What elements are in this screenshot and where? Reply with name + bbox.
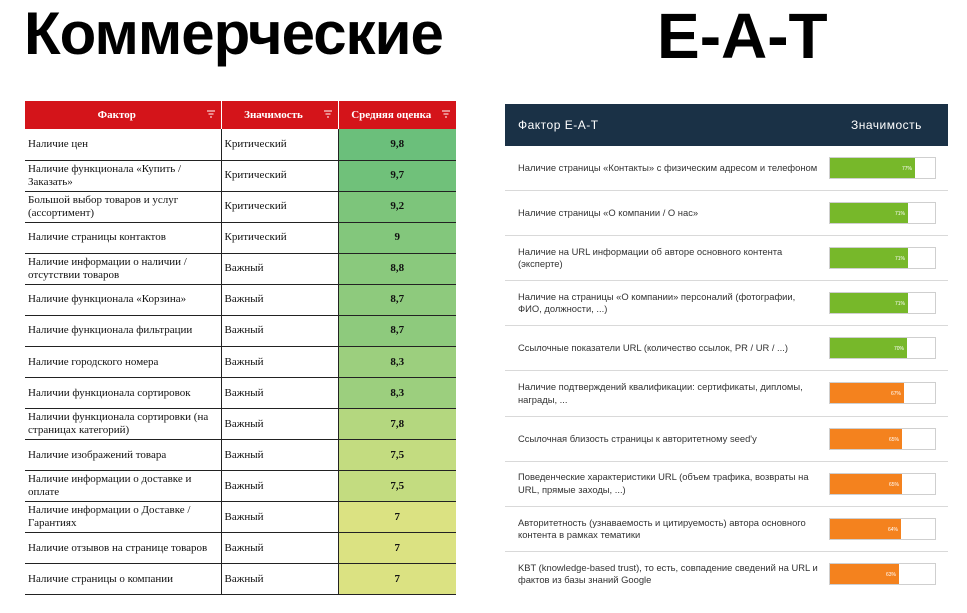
commercial-heading: Коммерческие bbox=[24, 0, 443, 67]
significance-percent: 63% bbox=[886, 571, 897, 578]
significance-percent: 65% bbox=[889, 481, 900, 488]
eat-factor-label: Наличие страницы «О компании / О нас» bbox=[518, 207, 699, 219]
table-row bbox=[25, 502, 456, 533]
significance-bar bbox=[829, 337, 936, 359]
table-row bbox=[25, 564, 456, 595]
significance-percent: 64% bbox=[888, 526, 899, 533]
eat-factor-label: Наличие на страницы «О компании» персоналий (фотографии, ФИО, должности, ...) bbox=[518, 291, 796, 315]
eat-factor-label: Наличие страницы «Контакты» с физическим адресом и телефоном bbox=[518, 161, 818, 173]
eat-factor-label: Наличие на URL информации об авторе основного контента (эксперте) bbox=[518, 246, 783, 270]
cell-score: 7,5 bbox=[338, 439, 456, 470]
cell-significance: Важный bbox=[221, 408, 338, 439]
cell-score: 8,3 bbox=[338, 346, 456, 377]
column-header-label: Фактор bbox=[97, 109, 136, 121]
significance-percent: 71% bbox=[895, 211, 906, 218]
cell-factor: Большой выбор товаров и услуг (ассортимент) bbox=[25, 191, 221, 222]
eat-header-significance: Значимость bbox=[851, 118, 922, 132]
significance-percent: 71% bbox=[895, 301, 906, 308]
cell-significance: Важный bbox=[221, 284, 338, 315]
significance-percent: 77% bbox=[902, 166, 913, 172]
cell-factor: Наличие изображений товара bbox=[25, 439, 221, 470]
cell-score: 7 bbox=[338, 564, 456, 595]
cell-factor: Наличие цен bbox=[25, 129, 221, 160]
eat-factors-panel bbox=[505, 104, 948, 597]
column-header-significance[interactable] bbox=[221, 101, 338, 129]
cell-score: 8,7 bbox=[338, 284, 456, 315]
eat-factor-label: KBT (knowledge-based trust), то есть, совпадение сведений на URL и фактов из базы знаний Google bbox=[518, 562, 818, 586]
significance-bar bbox=[829, 202, 936, 224]
filter-dropdown-icon[interactable] bbox=[206, 109, 216, 119]
significance-bar bbox=[829, 473, 936, 495]
table-row bbox=[25, 533, 456, 564]
cell-factor: Наличие функционала «Корзина» bbox=[25, 284, 221, 315]
eat-row bbox=[505, 371, 948, 416]
significance-bar bbox=[829, 382, 936, 404]
table-row bbox=[25, 191, 456, 222]
eat-row bbox=[505, 417, 948, 462]
cell-significance: Важный bbox=[221, 533, 338, 564]
table-row bbox=[25, 284, 456, 315]
eat-heading: E-A-T bbox=[657, 0, 828, 72]
cell-factor: Наличие функционала «Купить / Заказать» bbox=[25, 160, 221, 191]
cell-significance: Критический bbox=[221, 160, 338, 191]
cell-factor: Наличие информации о доставке и оплате bbox=[25, 471, 221, 502]
eat-header-factor: Фактор E-A-T bbox=[518, 118, 599, 132]
significance-percent: 65% bbox=[889, 436, 900, 443]
cell-score: 9,8 bbox=[338, 129, 456, 160]
cell-score: 9,7 bbox=[338, 160, 456, 191]
cell-significance: Важный bbox=[221, 471, 338, 502]
cell-significance: Критический bbox=[221, 191, 338, 222]
cell-significance: Важный bbox=[221, 253, 338, 284]
cell-factor: Наличие информации о Доставке / Гарантиях bbox=[25, 502, 221, 533]
cell-score: 9,2 bbox=[338, 191, 456, 222]
eat-row bbox=[505, 146, 948, 191]
cell-score: 8,7 bbox=[338, 315, 456, 346]
table-row bbox=[25, 253, 456, 284]
cell-factor: Наличие городского номера bbox=[25, 346, 221, 377]
eat-row bbox=[505, 326, 948, 371]
eat-row bbox=[505, 191, 948, 236]
cell-factor: Наличие отзывов на странице товаров bbox=[25, 533, 221, 564]
cell-score: 8,3 bbox=[338, 377, 456, 408]
cell-significance: Важный bbox=[221, 439, 338, 470]
cell-significance: Важный bbox=[221, 377, 338, 408]
eat-row bbox=[505, 552, 948, 597]
cell-significance: Критический bbox=[221, 222, 338, 253]
eat-factor-label: Авторитетность (узнаваемость и цитируемость) автора основного контента в рамках тематики bbox=[518, 516, 806, 540]
filter-dropdown-icon[interactable] bbox=[441, 109, 451, 119]
table-row bbox=[25, 377, 456, 408]
table-row bbox=[25, 222, 456, 253]
column-header-label: Средняя оценка bbox=[351, 109, 432, 121]
significance-bar bbox=[829, 157, 936, 179]
significance-bar bbox=[829, 518, 936, 540]
cell-score: 9 bbox=[338, 222, 456, 253]
table-row bbox=[25, 408, 456, 439]
eat-row bbox=[505, 236, 948, 281]
table-row bbox=[25, 129, 456, 160]
eat-row bbox=[505, 507, 948, 552]
eat-factor-label: Ссылочные показатели URL (количество ссылок, PR / UR / ...) bbox=[518, 342, 788, 354]
significance-bar bbox=[829, 247, 936, 269]
cell-significance: Важный bbox=[221, 564, 338, 595]
filter-dropdown-icon[interactable] bbox=[323, 109, 333, 119]
column-header-factor[interactable] bbox=[25, 101, 221, 129]
commercial-factors-table bbox=[25, 101, 456, 595]
significance-bar bbox=[829, 428, 936, 450]
cell-factor: Наличии функционала сортировки (на страницах категорий) bbox=[25, 408, 221, 439]
table-row bbox=[25, 315, 456, 346]
cell-factor: Наличие страницы о компании bbox=[25, 564, 221, 595]
eat-factor-label: Поведенческие характеристики URL (объем трафика, возвраты на URL, прямые заходы, ...) bbox=[518, 471, 809, 495]
table-row bbox=[25, 471, 456, 502]
cell-significance: Важный bbox=[221, 346, 338, 377]
cell-score: 7 bbox=[338, 502, 456, 533]
significance-bar bbox=[829, 563, 936, 585]
table-row bbox=[25, 439, 456, 470]
cell-score: 8,8 bbox=[338, 253, 456, 284]
cell-factor: Наличие страницы контактов bbox=[25, 222, 221, 253]
cell-factor: Наличии функционала сортировок bbox=[25, 377, 221, 408]
significance-percent: 70% bbox=[894, 346, 905, 353]
eat-rows bbox=[505, 146, 948, 597]
cell-significance: Критический bbox=[221, 129, 338, 160]
significance-percent: 71% bbox=[895, 256, 906, 263]
cell-significance: Важный bbox=[221, 502, 338, 533]
significance-percent: 67% bbox=[891, 391, 902, 398]
cell-score: 7,8 bbox=[338, 408, 456, 439]
table-row bbox=[25, 346, 456, 377]
eat-factor-label: Наличие подтверждений квалификации: сертификаты, дипломы, награды, ... bbox=[518, 381, 803, 405]
eat-row bbox=[505, 281, 948, 326]
significance-bar bbox=[829, 292, 936, 314]
column-header-score[interactable] bbox=[338, 101, 456, 129]
cell-significance: Важный bbox=[221, 315, 338, 346]
table-row bbox=[25, 160, 456, 191]
cell-factor: Наличие функционала фильтрации bbox=[25, 315, 221, 346]
cell-score: 7,5 bbox=[338, 471, 456, 502]
cell-factor: Наличие информации о наличии / отсутствии товаров bbox=[25, 253, 221, 284]
eat-row bbox=[505, 462, 948, 507]
cell-score: 7 bbox=[338, 533, 456, 564]
eat-factor-label: Ссылочная близость страницы к авторитетному seed'у bbox=[518, 432, 757, 444]
eat-header bbox=[505, 104, 948, 146]
column-header-label: Значимость bbox=[244, 109, 303, 121]
table-header-row bbox=[25, 101, 456, 129]
